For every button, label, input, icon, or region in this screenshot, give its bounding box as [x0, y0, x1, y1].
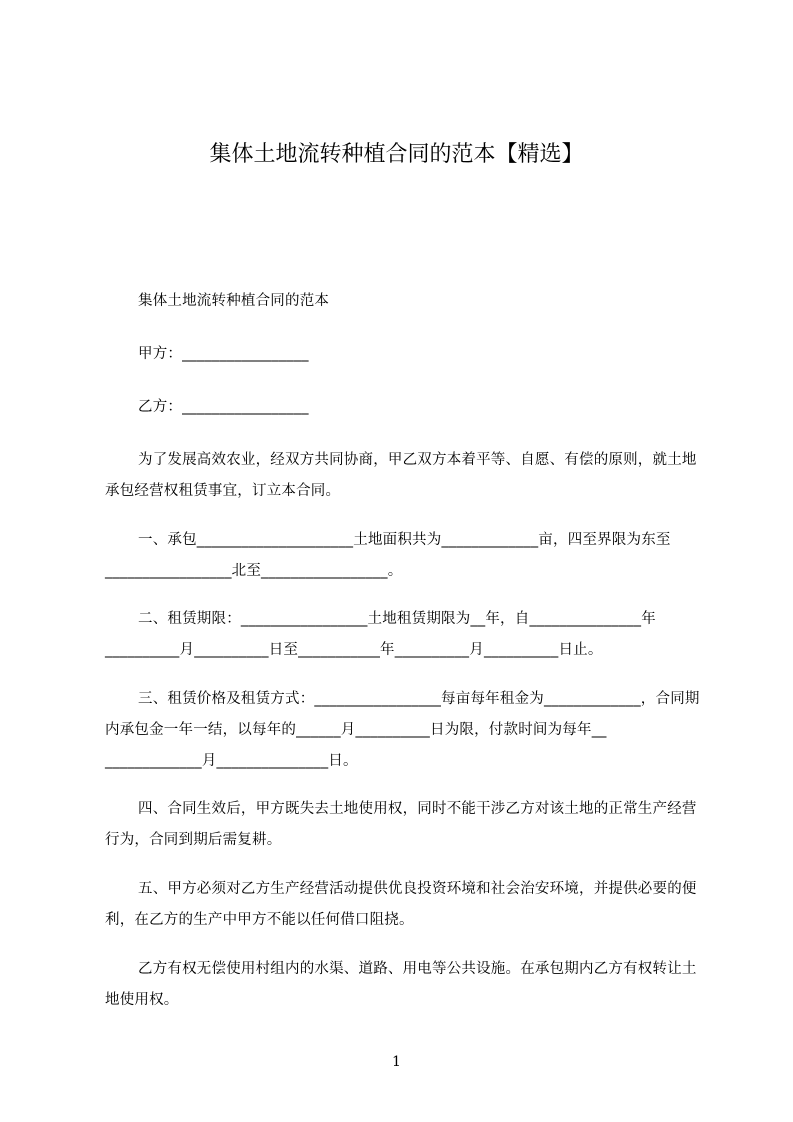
clause-6-paragraph: 乙方有权无偿使用村组内的水渠、道路、用电等公共设施。在承包期内乙方有权转让土地使用权。 — [105, 961, 697, 1008]
document-subtitle: 集体土地流转种植合同的范本 — [138, 293, 330, 309]
clause-5-paragraph: 五、甲方必须对乙方生产经营活动提供优良投资环境和社会治安环境，并提供必要的便利，在乙方的生产中甲方不能以任何借口阻挠。 — [105, 881, 697, 928]
document-title: 集体土地流转种植合同的范本【精选】 — [209, 142, 584, 167]
clause-2-paragraph: 二、租赁期限：_________________土地租赁期限为__年，自_______________年__________月__________日至___________年__________月__________日止。 — [105, 611, 656, 658]
clause-3-paragraph: 三、租赁价格及租赁方式：_________________每亩每年租金为_____________，合同期内承包金一年一结，以每年的______月__________日为限，付款时间为每年__ _____________月_______________日。 — [105, 691, 700, 769]
intro-paragraph: 为了发展高效农业，经双方共同协商，甲乙双方本着平等、自愿、有偿的原则，就土地承包经营权租赁事宜，订立本合同。 — [105, 452, 697, 499]
party-a-line: 甲方：_________________ — [138, 346, 309, 362]
page-number: 1 — [392, 1054, 401, 1070]
clause-1-paragraph: 一、承包_____________________土地面积共为_____________亩，四至界限为东至_________________北至_________________。 — [105, 532, 671, 579]
party-b-line: 乙方：_________________ — [138, 399, 309, 415]
clause-4-paragraph: 四、合同生效后，甲方既失去土地使用权，同时不能干涉乙方对该土地的正常生产经营行为，合同到期后需复耕。 — [105, 801, 697, 848]
